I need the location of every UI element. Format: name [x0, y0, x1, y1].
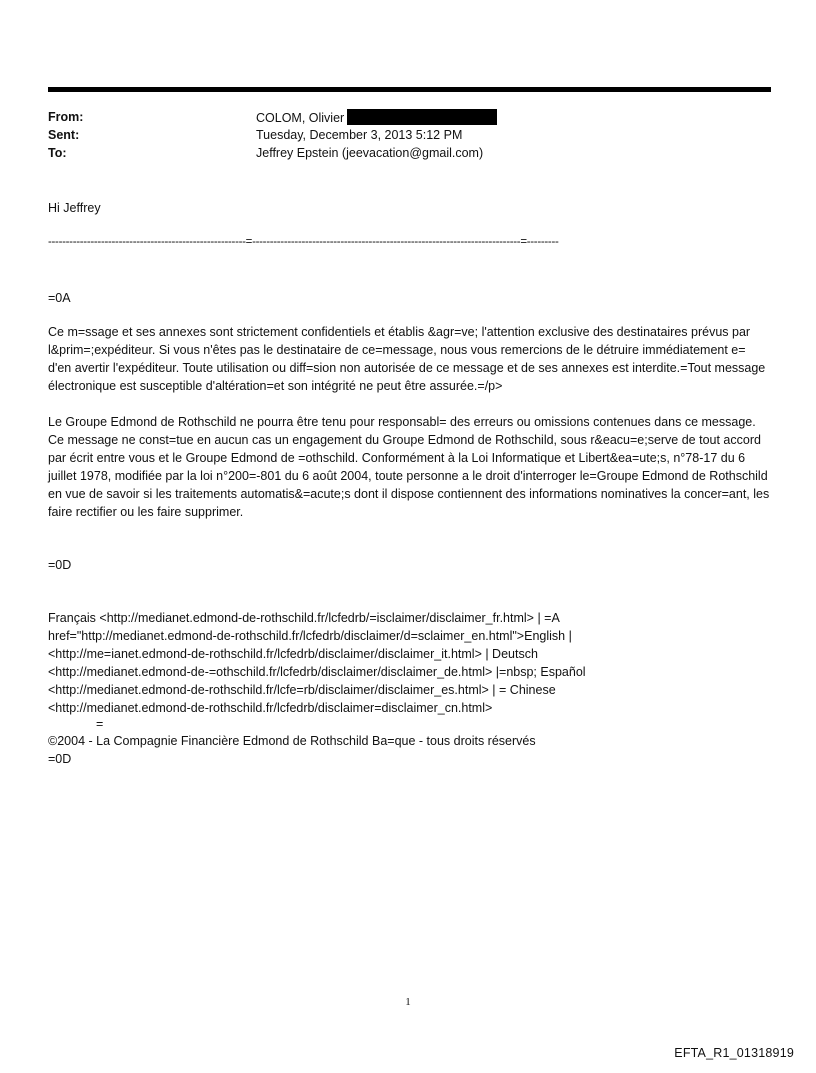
from-value	[256, 109, 497, 127]
disclaimer-links	[48, 609, 770, 768]
link-line: <http://medianet.edmond-de-=othschild.fr/lcfedrb/disclaimer/disclaimer_de.html> |=nbsp; Español	[48, 665, 586, 679]
marker-0d-2: =0D	[48, 752, 72, 766]
from-label: From:	[48, 110, 84, 124]
liability-paragraph: Le Groupe Edmond de Rothschild ne pourra être tenu pour responsabl= des erreurs ou omissions contenues dans ce message. Ce message ne const=tue en aucun cas un engagement du Groupe Edmond de Rothschild, sous r&eacu=e;serve de tout accord par écrit entre vous et le Groupe Edmond de =othschild. Conformément à la Loi Informatique et Libert&ea=ute;s, n°78-17 du 6 juillet 1978, modifiée par la loi n°200=-801 du 6 août 2004, toute personne a le droit d'interroger le=Groupe Edmond de Rothschild en vue de savoir si les traitements automatis&=acute;s dont il dispose contiennent des informations nominatives la concer=ant, les faire rectifier ou les faire supprimer.	[48, 415, 770, 519]
copyright-line: ©2004 - La Compagnie Financière Edmond de Rothschild Ba=que - tous droits réservés	[48, 734, 536, 748]
page-number: 1	[405, 996, 411, 1008]
from-name: COLOM, Olivier	[256, 111, 345, 125]
link-line: <http://medianet.edmond-de-rothschild.fr/lcfe=rb/disclaimer/disclaimer_es.html> | = Chinese	[48, 683, 556, 697]
redaction-box	[347, 109, 497, 125]
sent-value: Tuesday, December 3, 2013 5:12 PM	[256, 128, 463, 142]
link-line: Français <http://medianet.edmond-de-rothschild.fr/lcfedrb/=isclaimer/disclaimer_fr.html> | =A	[48, 611, 560, 625]
link-line: <http://medianet.edmond-de-rothschild.fr/lcfedrb/disclaimer=disclaimer_cn.html>	[48, 701, 493, 715]
greeting: Hi Jeffrey	[48, 201, 101, 215]
to-value: Jeffrey Epstein (jeevacation@gmail.com)	[256, 146, 484, 160]
dash-separator: --------------------------------------------------------=----------------------------------------------------------------------------=---------	[48, 236, 559, 248]
to-label: To:	[48, 146, 67, 160]
link-line: href="http://medianet.edmond-de-rothschild.fr/lcfedrb/disclaimer/d=sclaimer_en.html">English |	[48, 629, 572, 643]
sent-label: Sent:	[48, 128, 80, 142]
indented-equals: =	[96, 717, 104, 731]
link-line: <http://me=ianet.edmond-de-rothschild.fr/lcfedrb/disclaimer/disclaimer_it.html> | Deutsch	[48, 647, 538, 661]
document-id: EFTA_R1_01318919	[674, 1046, 794, 1060]
confidentiality-paragraph: Ce m=ssage et ses annexes sont strictement confidentiels et établis &agr=ve; l'attention exclusive des destinataires prévus par l&prim=;expéditeur. Si vous n'êtes pas le destinataire de ce=message, nous vous remercions de le détruire immédiatement e= d'en avertir l'expéditeur. Toute utilisation ou diff=sion non autorisée de ce message et de ses annexes est interdite.=Tout message électronique est susceptible d'altération=et son intégrité ne peut être assurée.=/p>	[48, 325, 766, 393]
marker-0a: =0A	[48, 291, 71, 305]
marker-0d-1: =0D	[48, 558, 72, 572]
header-rule	[48, 87, 771, 92]
